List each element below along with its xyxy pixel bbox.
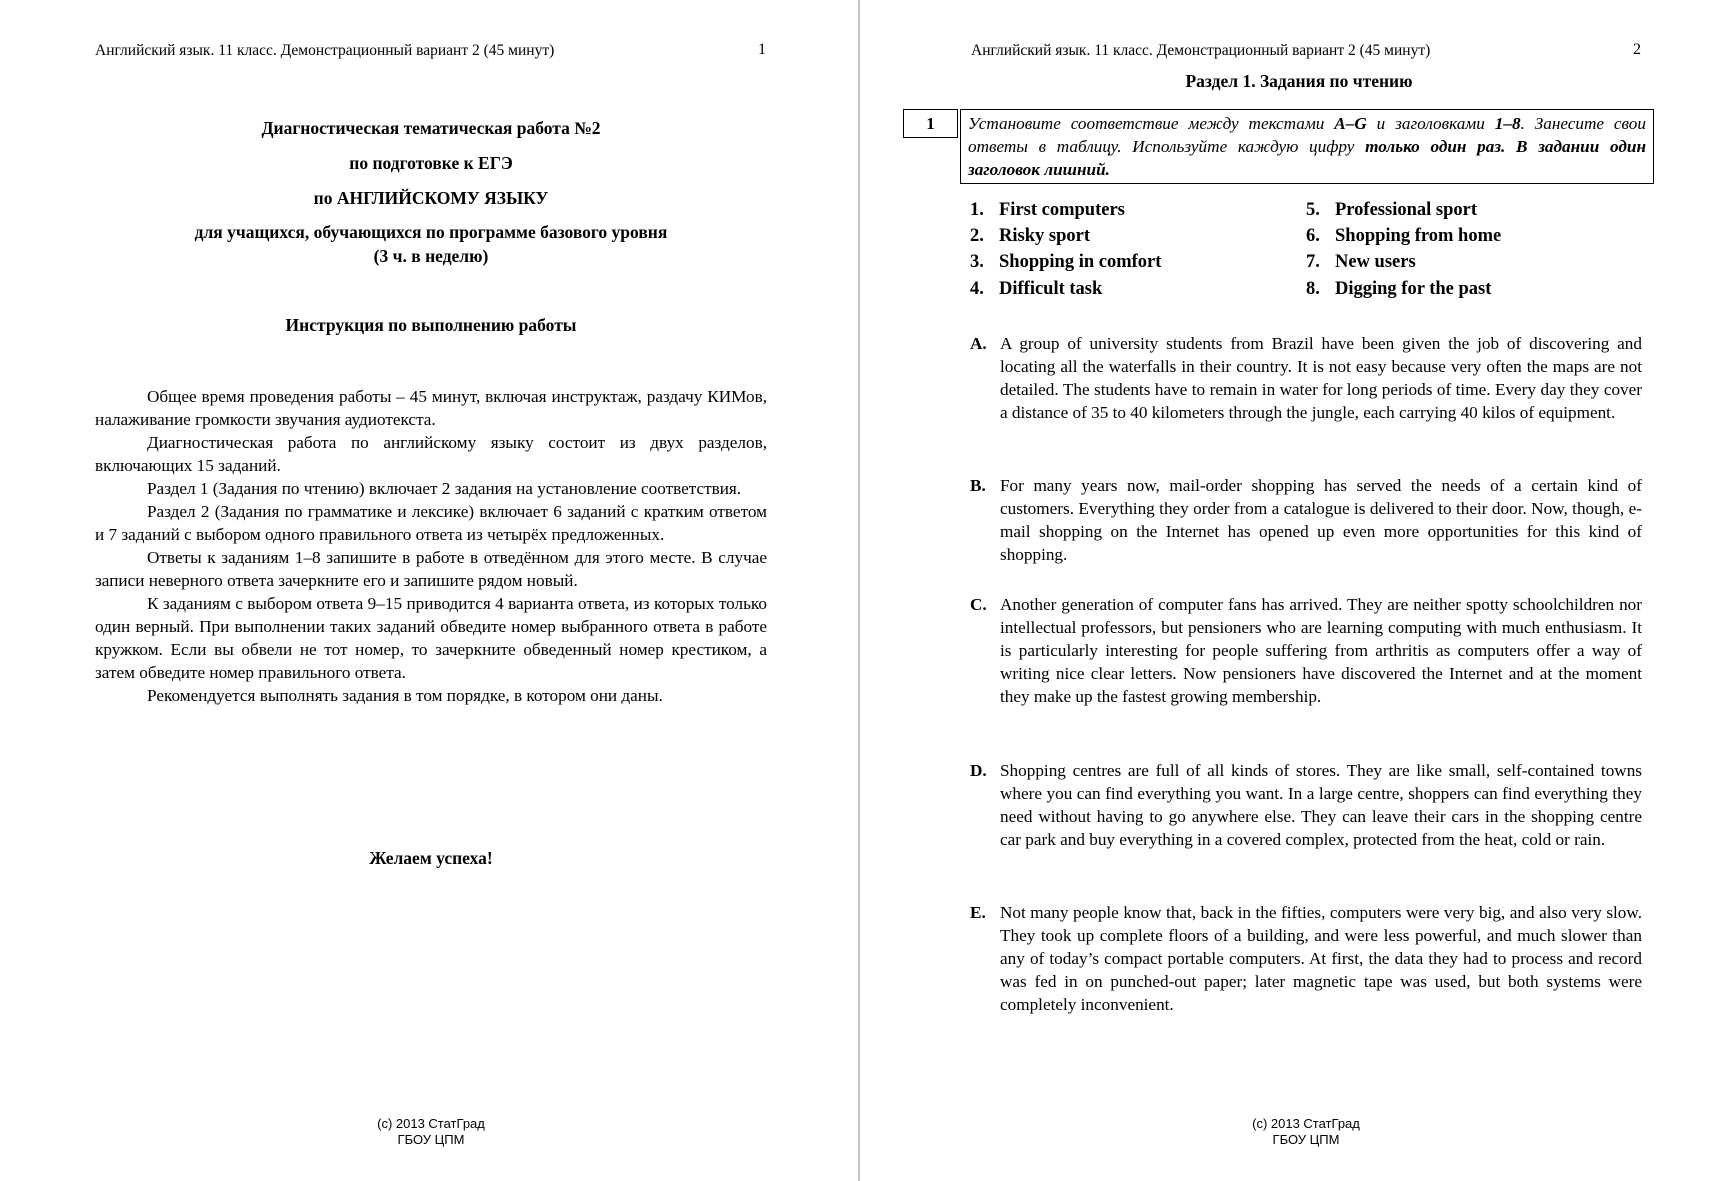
page-number: 2 [1633,41,1641,58]
task-number-box: 1 [903,109,958,138]
page-left [0,0,858,1181]
title-line-1: Диагностическая тематическая работа №2 [261,118,601,138]
heading-number: 6. [1306,226,1320,246]
task-instruction [960,109,1654,184]
heading-text: Shopping in comfort [999,252,1162,272]
instruction-paragraph: К заданиям с выбором ответа 9–15 приводится 4 варианта ответа, из которых только один верный. При выполнении таких заданий обведите номер выбранного ответа в работе кружком. Если вы обвели не тот номер, то зачеркните обведенный номер крестиком, а затем обведите номер правильного ответа. [95,594,767,682]
instruction-emphasis: только один раз. В задании один заголовок лишний. [968,137,1646,179]
passage-c [970,593,1642,708]
page-right [860,0,1718,1181]
heading-item [970,279,1102,300]
heading-number: 1. [970,200,984,220]
passage-e [970,901,1642,1016]
instruction-range-letters: A–G [1334,114,1367,133]
passage-letter: B. [970,476,986,495]
heading-item [970,252,1161,273]
instruction-body [95,385,767,707]
heading-text: Difficult task [999,279,1103,299]
instruction-part: . Занесите свои ответы в таблицу. Используйте каждую цифру [968,114,1646,156]
heading-text: Professional sport [1335,200,1478,220]
heading-text: Digging for the past [1335,279,1492,299]
instruction-title: Инструкция по выполнению работы [285,315,577,335]
heading-item [1306,252,1416,273]
passage-letter: E. [970,903,986,922]
passage-d [970,759,1642,851]
heading-item [970,200,1125,221]
instruction-paragraph: Диагностическая работа по английскому языку состоит из двух разделов, включающих 15 заданий. [95,433,767,475]
title-line-3: по АНГЛИЙСКОМУ ЯЗЫКУ [313,188,549,208]
footer-org: ГБОУ ЦПМ [397,1132,465,1147]
page-number: 1 [758,41,766,58]
passage-a [970,332,1642,424]
heading-item [1306,200,1477,221]
heading-number: 3. [970,252,984,272]
instruction-paragraph: Раздел 2 (Задания по грамматике и лексике) включает 6 заданий с кратким ответом и 7 заданий с выбором одного правильного ответа из четырёх предложенных. [95,502,767,544]
passage-letter: A. [970,334,987,353]
heading-number: 5. [1306,200,1320,220]
instruction-part: Установите соответствие между текстами [968,114,1335,133]
heading-text: Risky sport [999,226,1090,246]
heading-item [1306,279,1491,300]
footer-copyright: (c) 2013 СтатГрад [377,1116,485,1131]
heading-text: New users [1335,252,1416,272]
passage-b [970,474,1642,566]
page-footer [1206,1116,1406,1148]
heading-number: 4. [970,279,984,299]
instruction-paragraph: Рекомендуется выполнять задания в том порядке, в котором они даны. [147,686,663,705]
page-header: Английский язык. 11 класс. Демонстрационный вариант 2 (45 минут) [971,42,1431,59]
wish-text: Желаем успеха! [369,848,493,868]
passage-letter: C. [970,595,987,614]
heading-number: 2. [970,226,984,246]
instruction-paragraph: Ответы к заданиям 1–8 запишите в работе в отведённом для этого месте. В случае записи неверного ответа зачеркните его и запишите рядом новый. [95,548,767,590]
title-line-4: для учащихся, обучающихся по программе базового уровня [194,222,668,242]
heading-item [970,226,1090,247]
heading-number: 7. [1306,252,1320,272]
instruction-part: и заголовками [1366,114,1495,133]
passage-text: Shopping centres are full of all kinds of stores. They are like small, self-contained towns where you can find everything you want. In a large centre, shoppers can find everything they need without having to go anywhere else. They can leave their cars in the shopping centre car park and buy everything in a covered complex, protected from the heat, cold or rain. [1000,761,1642,849]
passage-text: A group of university students from Brazil have been given the job of discovering and locating all the waterfalls in their country. It is not easy because very often the maps are not detailed. The students have to remain in water for long periods of time. Every day they cover a distance of 35 to 40 kilometers through the jungle, each carrying 40 kilos of equipment. [1000,334,1642,422]
passage-text: Not many people know that, back in the fifties, computers were very big, and also very slow. They took up complete floors of a building, and were less powerful, and much slower than any of today’s compact portable computers. At first, the data they had to process and record was fed in on punched-out paper; later magnetic tape was used, but both systems were completely inconvenient. [1000,903,1642,1014]
page-header: Английский язык. 11 класс. Демонстрационный вариант 2 (45 минут) [95,42,555,59]
instruction-paragraph: Общее время проведения работы – 45 минут, включая инструктаж, раздачу КИМов, налаживание громкости звучания аудиотекста. [95,387,767,429]
footer-org: ГБОУ ЦПМ [1272,1132,1340,1147]
passage-text: For many years now, mail-order shopping has served the needs of a certain kind of customers. Everything they order from a catalogue is delivered to their door. Now, though, e-mail shopping on the Internet has opened up even more opportunities for this kind of shopping. [1000,476,1642,564]
heading-item [1306,226,1501,247]
section-title: Раздел 1. Задания по чтению [1185,71,1413,91]
footer-copyright: (c) 2013 СтатГрад [1252,1116,1360,1131]
heading-text: Shopping from home [1335,226,1502,246]
heading-number: 8. [1306,279,1320,299]
title-line-2: по подготовке к ЕГЭ [349,153,513,173]
instruction-range-numbers: 1–8 [1494,114,1521,133]
title-line-5: (3 ч. в неделю) [373,246,489,266]
passage-letter: D. [970,761,987,780]
instruction-paragraph: Раздел 1 (Задания по чтению) включает 2 задания на установление соответствия. [147,479,742,498]
passage-text: Another generation of computer fans has arrived. They are neither spotty schoolchildren nor intellectual professors, but pensioners who are learning computing with much enthusiasm. It is particularly interesting for people suffering from arthritis as computers offer a way of writing nice clear letters. Now pensioners have discovered the Internet and at the moment they make up the fastest growing membership. [1000,595,1642,706]
page-footer [331,1116,531,1148]
heading-text: First computers [999,200,1125,220]
